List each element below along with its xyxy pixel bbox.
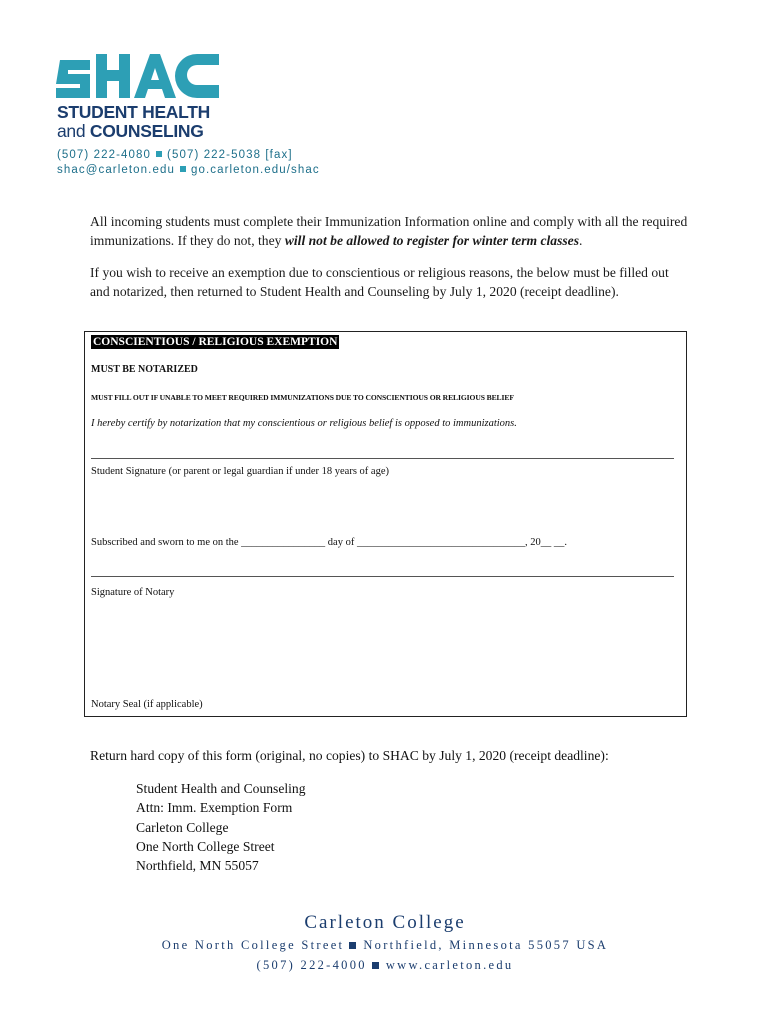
notary-signature-line[interactable] [91,576,674,577]
footer-address [0,938,770,953]
intro-paragraph-requirements [90,212,690,250]
square-bullet-icon [372,962,379,969]
square-bullet-icon [349,942,356,949]
exemption-instruction: MUST FILL OUT IF UNABLE TO MEET REQUIRED IMMUNIZATIONS DUE TO CONSCIENTIOUS OR RELIGIOUS BELIEF [91,393,514,402]
footer-contact [0,958,770,973]
address-line: One North College Street [136,838,275,854]
square-bullet-icon [156,151,162,157]
contact-website[interactable]: go.carleton.edu/shac [190,164,320,176]
logo-line2-prefix: and [57,121,86,141]
logo-line2-main: COUNSELING [89,121,204,141]
contact-email[interactable]: shac@carleton.edu [57,164,175,176]
intro-p1-text: All incoming students must complete their Immunization Information online and comply with all the required immunizations. If they do not, they [90,214,688,248]
footer-street: One North College Street [161,938,345,952]
shac-contact-info [57,148,320,178]
logo-line-counseling [57,121,204,142]
footer-phone: (507) 222-4000 [256,958,367,972]
address-line: Carleton College [136,819,229,835]
logo-line-student-health: STUDENT HEALTH [57,102,210,122]
return-instruction: Return hard copy of this form (original, no copies) to SHAC by July 1, 2020 (receipt deadline): [90,748,609,763]
contact-phone-row [57,148,320,163]
student-signature-line[interactable] [91,458,674,459]
address-line: Northfield, MN 55057 [136,858,259,874]
intro-p1-emphasis: will not be allowed to register for winter term classes [284,233,579,248]
certification-statement: I hereby certify by notarization that my conscientious or religious belief is opposed to immunizations. [91,418,517,429]
contact-web-row [57,163,320,178]
footer-college-name: Carleton College [304,912,466,933]
address-line: Student Health and Counseling [136,781,306,796]
notary-seal-label: Notary Seal (if applicable) [91,699,203,710]
contact-phone: (507) 222-4080 [57,149,152,161]
student-signature-label: Student Signature (or parent or legal guardian if under 18 years of age) [91,466,389,477]
exemption-form-box [84,331,687,717]
exemption-title: CONSCIENTIOUS / RELIGIOUS EXEMPTION [93,336,338,348]
square-bullet-icon [180,166,186,172]
address-line: Attn: Imm. Exemption Form [136,800,293,816]
notarized-heading: MUST BE NOTARIZED [91,364,198,375]
sworn-date-field[interactable]: Subscribed and sworn to me on the ________________ day of ________________________________, 20__ __. [91,537,567,548]
intro-paragraph-exemption: If you wish to receive an exemption due to conscientious or religious reasons, the below must be filled out and notarized, then returned to Student Health and Counseling by July 1, 2020 (receipt deadline). [90,265,669,299]
notary-signature-label: Signature of Notary [91,587,175,598]
return-address [136,779,306,875]
contact-fax: (507) 222-5038 [fax] [167,149,293,161]
shac-logo [56,52,224,140]
footer-website[interactable]: www.carleton.edu [385,958,514,972]
footer-city: Northfield, Minnesota 55057 USA [363,938,609,952]
intro-p1-end: . [579,233,583,248]
shac-wordmark-logo [56,52,222,98]
